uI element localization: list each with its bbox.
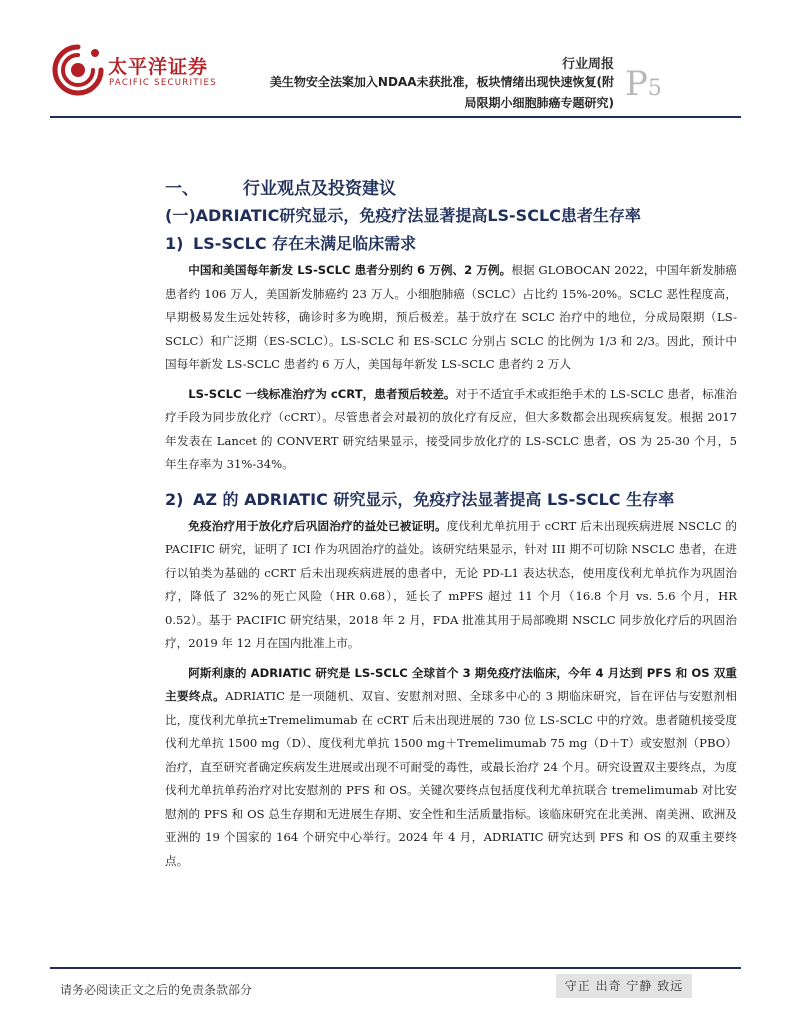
report-title-line-1: 美生物安全法案加入NDAA未获批准，板块情绪出现快速恢复(附 [269, 75, 614, 89]
footer-divider [50, 967, 741, 969]
disclaimer-text: 请务必阅读正文之后的免责条款部分 [60, 983, 253, 997]
company-logo [52, 44, 222, 94]
header-divider [50, 116, 741, 118]
report-type: 行业周报 [561, 57, 614, 72]
part-2-heading [165, 485, 737, 515]
company-slogan: 守正 出奇 宁静 致远 [556, 974, 692, 998]
paragraph-text: 根据 GLOBOCAN 2022，中国年新发肺癌患者约 106 万人，美国新发肺癌约 23 万人。小细胞肺癌（SCLC）占比约 15%-20%。SCLC 恶性程度高，早期极易发生远处转移，确诊时多为晚期，预后极差。基于放疗在 SCLC 治疗中的地位，分成局限期（LS-SCLC）和广泛期（ES-SCLC）。LS-SCLC 和 ES-SCLC 分别占 SCLC 的比例为 1/3 和 2/3。因此，预计中国每年新发 LS-SCLC 患者约 6 万人，美国每年新发 LS-SCLC 患者约 2 万人 [165, 263, 737, 371]
page-number-value: 5 [647, 76, 662, 101]
paragraph-text: ADRIATIC 是一项随机、双盲、安慰剂对照、全球多中心的 3 期临床研究，旨在评估与安慰剂相比，度伐利尤单抗±Tremelimumab 在 cCRT 后未出现进展的 730 位 LS-SCLC 中的疗效。患者随机接受度伐利尤单抗 1500 mg（D）、度伐利尤单抗 1500 mg＋Tremelimumab 75 mg（D＋T）或安慰剂（PBO）治疗，直至研究者确定疾病发生进展或出现不可耐受的毒性，或最长治疗 24 个月。研究设置双主要终点，为度伐利尤单抗单药治疗对比安慰剂的 PFS 和 OS。关键次要终点包括度伐利尤单抗联合 tremelimumab 对比安慰剂的 PFS 和 OS 总生存期和无进展生存期、安全性和生活质量指标。该临床研究在北美洲、南美洲、欧洲及亚洲的 19 个国家的 164 个研究中心举行。2024 年 4 月，ADRIATIC 研究达到 PFS 和 OS 的双重主要终点。 [165, 689, 737, 868]
report-title-line-2: 局限期小细胞肺癌专题研究) [464, 96, 614, 110]
paragraph-text: 对于不适宜手术或拒绝手术的 LS-SCLC 患者，标准治疗手段为同步放化疗（cCRT）。尽管患者会对最初的放化疗有反应，但大多数都会出现疾病复发。根据 2017 年发表在 Lancet 的 CONVERT 研究结果显示，接受同步放化疗的 LS-SCLC 患者，OS 为 25-30 个月，5 年生存率为 31%-34%。 [165, 386, 737, 471]
page-number [625, 64, 662, 104]
paragraph-lead: 阿斯利康的 ADRIATIC 研究是 LS-SCLC 全球首个 3 期免疫疗法临床，今年 4 月达到 PFS 和 OS 双重主要终点。 [165, 665, 737, 703]
paragraph-lead: LS-SCLC 一线标准治疗为 cCRT，患者预后较差。 [188, 386, 456, 401]
part-1-heading [165, 229, 737, 259]
paragraph-lead: 中国和美国每年新发 LS-SCLC 患者分别约 6 万例、2 万例。 [188, 263, 512, 277]
paragraph-text: 度伐利尤单抗用于 cCRT 后未出现疾病进展 NSCLC 的 PACIFIC 研究，证明了 ICI 作为巩固治疗的益处。该研究结果显示，针对 III 期不可切除 NSCLC 患者，在进行以铂类为基础的 cCRT 后未出现疾病进展的患者中，无论 PD-L1 表达状态，使用度伐利尤单抗作为巩固治疗，降低了 32%的死亡风险（HR 0.68），延长了 mPFS 超过 11 个月（16.8 个月 vs. 5.6 个月，HR 0.52）。基于 PACIFIC 研究结果，2018 年 2 月，FDA 批准其用于局部晚期 NSCLC 同步放化疗后的巩固治疗，2019 年 12 月在国内批准上市。 [165, 518, 737, 650]
paragraph [165, 259, 737, 377]
subsection-heading: (一)ADRIATIC研究显示，免疫疗法显著提高LS-SCLC患者生存率 [165, 206, 641, 225]
page-letter: P [625, 64, 648, 104]
section-number: 一、 [165, 179, 199, 199]
paragraph-lead: 免疫治疗用于放化疗后巩固治疗的益处已被证明。 [188, 518, 447, 533]
paragraph [165, 515, 737, 656]
paragraph [165, 662, 737, 874]
pacific-logo-icon [52, 44, 104, 96]
main-content [165, 175, 737, 873]
paragraph [165, 383, 737, 477]
logo-english-name: PACIFIC SECURITIES [109, 78, 217, 88]
part-2-title: AZ 的 ADRIATIC 研究显示，免疫疗法显著提高 LS-SCLC 生存率 [193, 489, 675, 509]
section-heading [165, 175, 737, 203]
report-title [230, 72, 614, 114]
part-1-number: 1) [165, 234, 184, 253]
part-2-number: 2) [165, 489, 184, 509]
part-1-title: LS-SCLC 存在未满足临床需求 [193, 234, 417, 253]
logo-chinese-name: 太平洋证券 [108, 56, 209, 78]
section-title: 行业观点及投资建议 [243, 179, 396, 199]
